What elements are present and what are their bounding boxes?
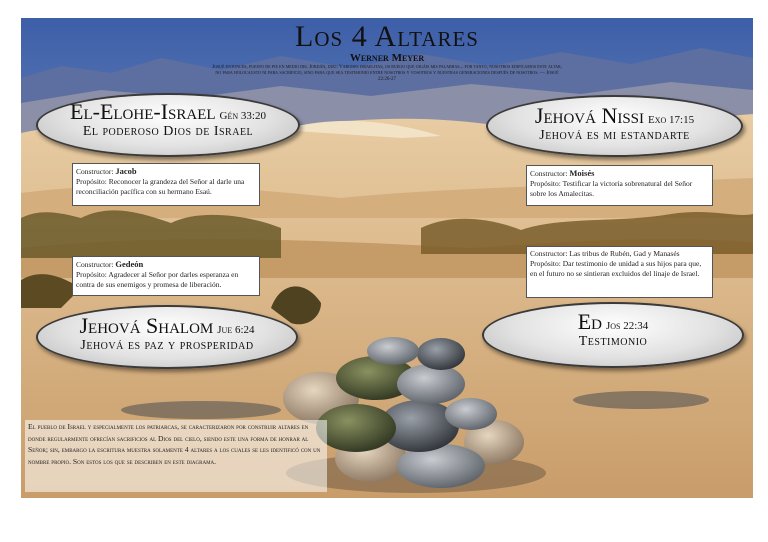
altar-name: Jehová Shalom [79,313,214,338]
header-verse: Josué entonces, puesto de pie en medio del Jordán, dijo: Varones israelitas, os ruego que oigáis mis palabras... por tanto, nosotros edificamos este altar, no para holocausto ni para sacrificio, sino para que sea testimonio entre nosotros y vosotros y nuestras generaciones después de nosotros. — Josué 22:26-27 [212,65,562,82]
builder-name: Las tribus de Rubén, Gad y Manasés [569,249,680,258]
altar-el-elohe-israel-info [72,163,260,206]
purpose-label: Propósito: [76,177,107,186]
builder-name: Gedeón [115,259,144,269]
altar-meaning: Jehová es paz y prosperidad [80,338,254,353]
builder-label: Constructor: [76,260,114,269]
purpose-label: Propósito: [76,270,107,279]
altar-reference: Exo 17:15 [648,114,695,126]
altar-jehova-shalom-info [72,256,260,296]
purpose-text: Reconocer la grandeza del Señor al darle una reconciliación pacífica con su hermano Esaú. [76,177,245,196]
author-name: Werner Meyer [349,52,425,64]
builder-name: Moisés [569,168,595,178]
altar-meaning: Testimonio [578,334,648,349]
intro-text: El pueblo de Israel y especialmente los patriarcas, se caracterizaron por construir altares en donde regularmente ofrecían sacrificios al Dios del cielo, siendo este una forma de honrar al Señor; sin, embargo la escritura muestra solamente 4 altares a los cuales se les identificó con un nombre propio. Son estos los que se describen en este diagrama. [25,420,327,492]
altar-name: Ed [577,309,602,334]
purpose-text: Agradecer al Señor por darles esperanza en contra de sus enemigos y promesa de liberación. [76,270,239,289]
purpose-label: Propósito: [530,259,561,268]
altar-name: Jehová Nissi [534,103,645,128]
altar-name: El-Elohe-Israel [70,99,216,124]
purpose-text: Dar testimonio de unidad a sus hijos para que, en el futuro no se sintieran excluidos del linaje de Israel. [530,259,702,278]
altar-jehova-shalom-ellipse [36,305,298,369]
diagram-canvas [21,18,753,498]
altar-reference: Jos 22:34 [605,320,649,332]
purpose-text: Testificar la victoria sobrenatural del Señor sobre los Amalecitas. [530,179,693,198]
page-title: Los 4 Altares [295,20,479,53]
altar-ed-ellipse [482,302,744,368]
builder-label: Constructor: [530,169,568,178]
altar-jehova-nissi-ellipse [486,95,743,157]
altar-meaning: El poderoso Dios de Israel [82,124,254,139]
altar-meaning: Jehová es mi estandarte [539,128,690,143]
altar-jehova-nissi-info [526,165,713,206]
builder-label: Constructor: [76,167,114,176]
altar-reference: Gén 33:20 [219,110,266,122]
altar-reference: Jue 6:24 [217,324,255,336]
builder-name: Jacob [115,166,137,176]
purpose-label: Propósito: [530,179,561,188]
altar-el-elohe-israel-ellipse [36,93,300,157]
altar-ed-info [526,246,713,298]
builder-label: Constructor: [530,249,568,258]
